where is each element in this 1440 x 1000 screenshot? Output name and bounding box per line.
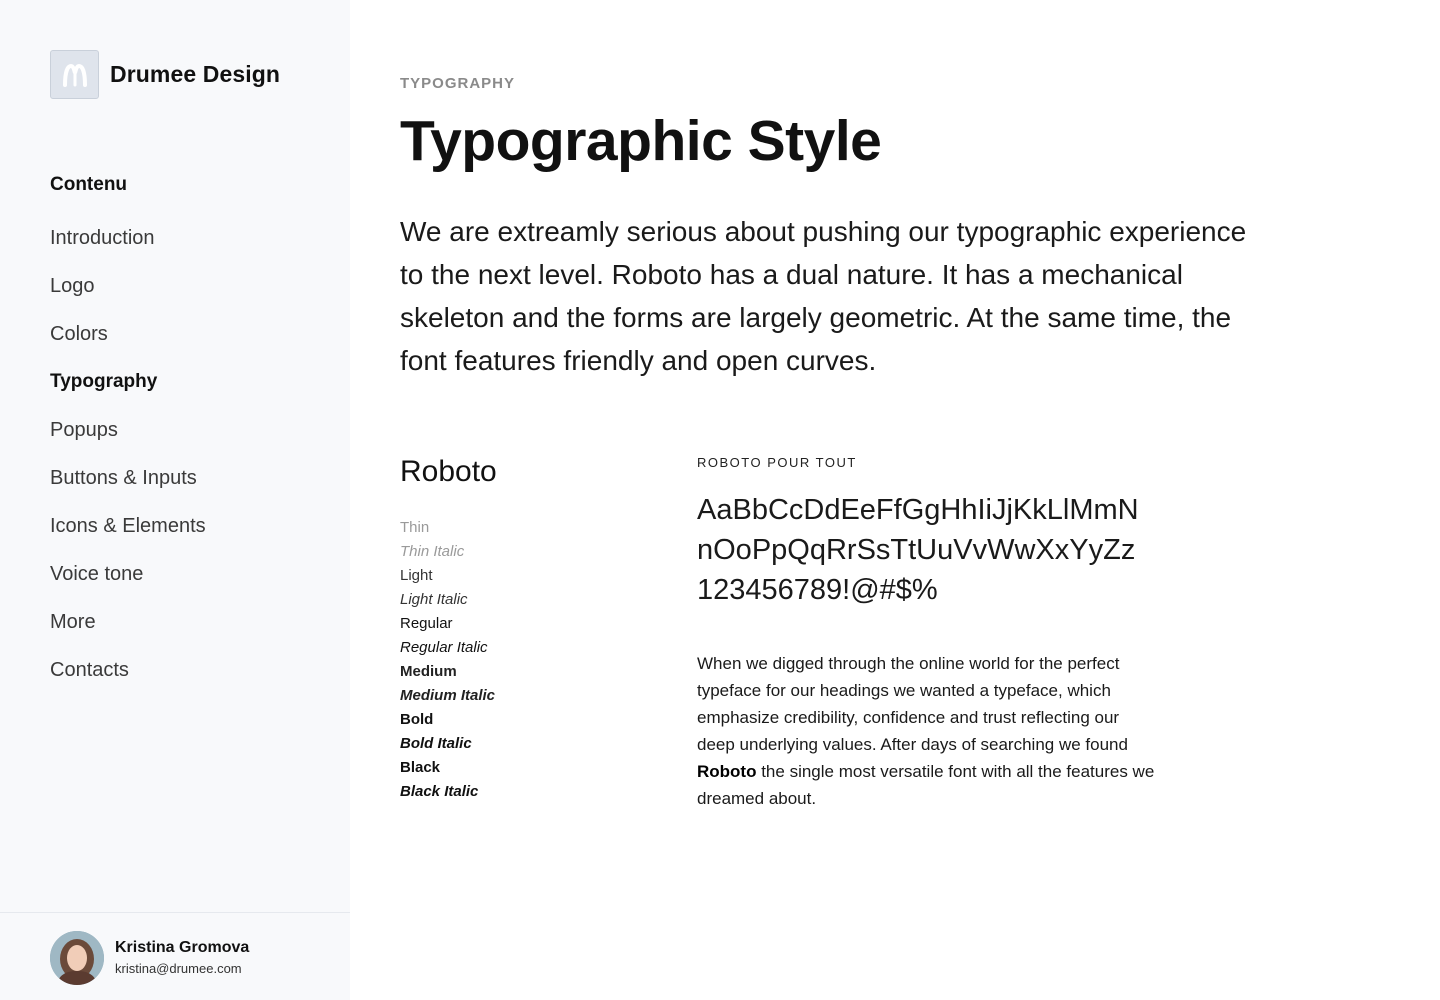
weight-bold: Bold bbox=[400, 711, 434, 728]
user-profile[interactable] bbox=[0, 912, 350, 1000]
font-specimen bbox=[697, 455, 1167, 812]
main-content bbox=[400, 0, 1400, 1000]
glyph-line: 123456789!@#$% bbox=[697, 574, 938, 606]
sidebar-item-popups[interactable]: Popups bbox=[50, 419, 118, 441]
specimen-font-emphasis: Roboto bbox=[697, 762, 757, 781]
weight-bold-italic: Bold Italic bbox=[400, 735, 472, 752]
sidebar-item-voice-tone[interactable]: Voice tone bbox=[50, 563, 144, 585]
font-name: Roboto bbox=[400, 455, 497, 488]
sidebar-item-more[interactable]: More bbox=[50, 611, 96, 633]
intro-paragraph: We are extreamly serious about pushing our typographic experience to the next level. Roboto has a dual nature. It has a mechanical skeleton and the forms are largely geometric. At the same time, the font features friendly and open curves. bbox=[400, 216, 1247, 376]
weight-regular-italic: Regular Italic bbox=[400, 639, 488, 656]
section-eyebrow: TYPOGRAPHY bbox=[400, 75, 516, 92]
weight-thin-italic: Thin Italic bbox=[400, 543, 465, 560]
glyph-line: AaBbCcDdEeFfGgHhIiJjKkLlMmN bbox=[697, 494, 1139, 526]
sidebar-nav bbox=[50, 216, 206, 696]
brand[interactable] bbox=[50, 50, 280, 99]
brand-name[interactable]: Drumee Design bbox=[110, 61, 281, 87]
glyph-line: nOoPpQqRrSsTtUuVvWwXxYyZz bbox=[697, 534, 1136, 566]
specimen-text-before: When we digged through the online world for the perfect typeface for our headings we wanted a typeface, which emphasize credibility, confidence and trust reflecting our deep underlying values. After days of searching we found bbox=[697, 654, 1128, 754]
sidebar-item-buttons-inputs[interactable]: Buttons & Inputs bbox=[50, 467, 197, 489]
drumee-logo-icon[interactable] bbox=[50, 50, 99, 99]
user-email: kristina@drumee.com bbox=[115, 961, 242, 976]
sidebar-item-contacts[interactable]: Contacts bbox=[50, 659, 129, 681]
sidebar-item-introduction[interactable]: Introduction bbox=[50, 227, 155, 249]
user-name: Kristina Gromova bbox=[115, 939, 250, 956]
sidebar-item-colors[interactable]: Colors bbox=[50, 323, 108, 345]
sidebar-item-typography[interactable]: Typography bbox=[50, 371, 158, 392]
weight-regular: Regular bbox=[400, 615, 453, 632]
weight-black: Black bbox=[400, 759, 441, 776]
specimen-paragraph bbox=[697, 650, 1157, 812]
weight-medium: Medium bbox=[400, 663, 457, 680]
font-weights-list bbox=[400, 516, 495, 804]
weight-light: Light bbox=[400, 567, 433, 584]
weight-thin: Thin bbox=[400, 519, 430, 536]
weight-medium-italic: Medium Italic bbox=[400, 687, 496, 704]
specimen-label: ROBOTO POUR TOUT bbox=[697, 455, 857, 470]
page-title: Typographic Style bbox=[400, 109, 882, 173]
weight-black-italic: Black Italic bbox=[400, 783, 479, 800]
sidebar-item-logo[interactable]: Logo bbox=[50, 275, 95, 297]
nav-heading: Contenu bbox=[50, 174, 128, 195]
specimen-text-after: the single most versatile font with all the features we dreamed about. bbox=[697, 762, 1155, 808]
glyph-sample bbox=[697, 490, 1167, 610]
sidebar-item-icons-elements[interactable]: Icons & Elements bbox=[50, 515, 206, 537]
weight-light-italic: Light Italic bbox=[400, 591, 468, 608]
sidebar bbox=[0, 0, 350, 1000]
avatar[interactable] bbox=[50, 931, 104, 985]
